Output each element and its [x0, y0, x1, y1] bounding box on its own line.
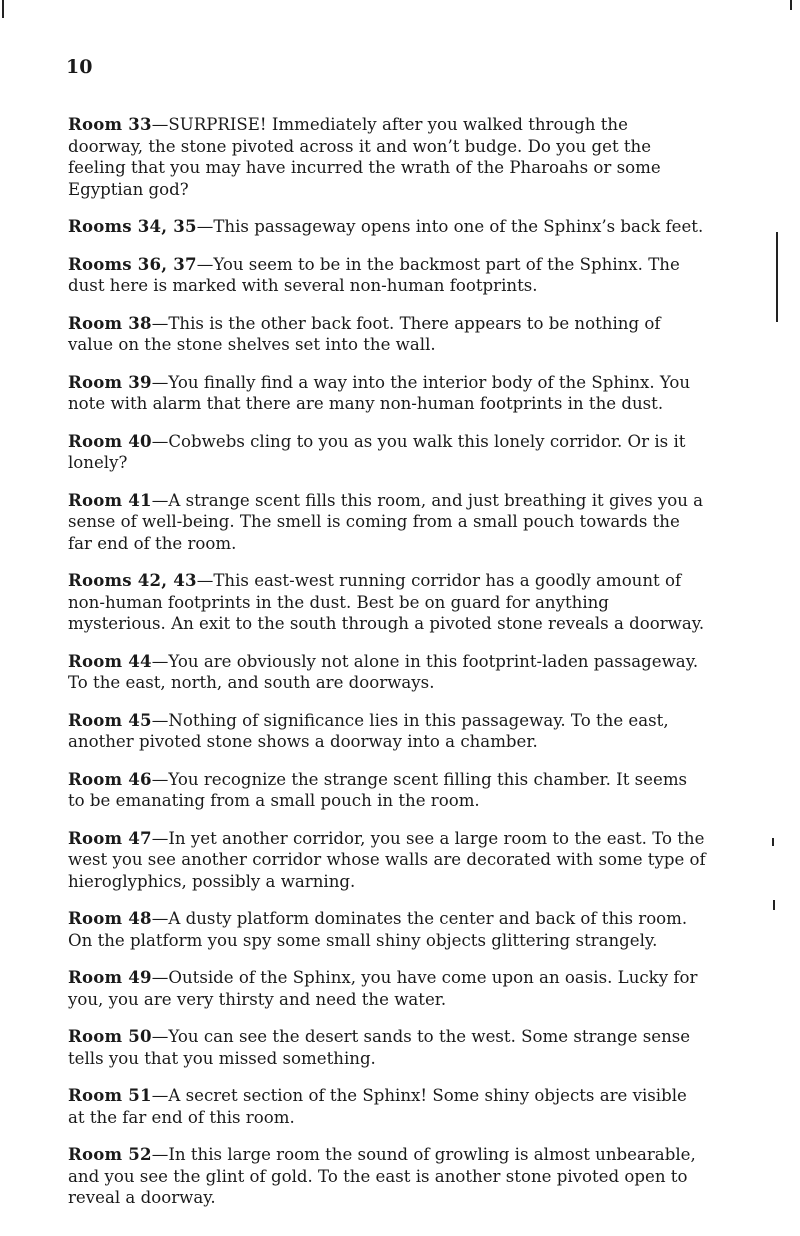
room-description: —Nothing of significance lies in this passageway. To the east, another pivoted stone shows a doorway into a chamber. [68, 710, 669, 751]
room-entry [68, 431, 708, 474]
room-label: Room 47 [68, 827, 152, 848]
scan-mark-right-small [772, 838, 774, 846]
room-description: —You seem to be in the backmost part of the Sphinx. The dust here is marked with several non-human footprints. [68, 254, 680, 295]
room-description: —This passageway opens into one of the Sphinx’s back feet. [196, 217, 704, 236]
room-description: —This is the other back foot. There appears to be nothing of value on the stone shelves set into the wall. [68, 313, 661, 354]
room-entry [68, 967, 708, 1010]
room-description: —Cobwebs cling to you as you walk this lonely corridor. Or is it lonely? [68, 431, 686, 472]
scan-mark-top-left [2, 0, 4, 18]
room-label: Room 48 [68, 908, 152, 928]
room-description: —A strange scent fills this room, and just breathing it gives you a sense of well-being. The smell is coming from a small pouch towards the far end of the room. [68, 490, 704, 553]
room-entry [68, 908, 708, 951]
room-description: —A secret section of the Sphinx! Some shiny objects are visible at the far end of this room. [68, 1086, 687, 1127]
scan-mark-right-edge [776, 232, 778, 322]
room-description: —You are obviously not alone in this footprint-laden passageway. To the east, north, and south are doorways. [68, 651, 699, 692]
room-label: Rooms 36, 37 [68, 253, 197, 274]
room-description: —In this large room the sound of growling is almost unbearable, and you see the glint of gold. To the east is another stone pivoted open to reveal a doorway. [68, 1145, 696, 1207]
room-description: —SURPRISE! Immediately after you walked through the doorway, the stone pivoted across it and won’t budge. Do you get the feeling that you may have incurred the wrath of the Pharoahs or some Egyptian god? [68, 115, 661, 199]
room-entry [68, 1085, 708, 1128]
room-label: Room 50 [68, 1026, 152, 1046]
room-description: —In yet another corridor, you see a large room to the east. To the west you see another corridor whose walls are decorated with some type of hieroglyphics, possibly a warning. [68, 828, 706, 891]
room-entry [68, 254, 708, 297]
room-entry [68, 1144, 708, 1209]
room-label: Room 51 [68, 1085, 152, 1105]
room-label: Room 40 [68, 430, 152, 451]
room-label: Room 49 [68, 967, 152, 987]
room-entries [68, 114, 708, 1225]
room-label: Room 52 [68, 1144, 152, 1164]
room-label: Room 45 [68, 709, 152, 730]
room-entry [68, 490, 708, 555]
room-label: Room 38 [68, 312, 152, 333]
room-entry [68, 710, 708, 753]
room-entry [68, 114, 708, 200]
room-description: —Outside of the Sphinx, you have come upon an oasis. Lucky for you, you are very thirsty and need the water. [68, 968, 698, 1009]
room-entry [68, 1026, 708, 1069]
room-entry [68, 313, 708, 356]
scan-mark-right-small-2 [773, 900, 775, 910]
room-entry [68, 372, 708, 415]
room-entry [68, 216, 708, 238]
room-description: —You recognize the strange scent filling this chamber. It seems to be emanating from a small pouch in the room. [68, 769, 688, 810]
scan-mark-top-right [790, 0, 792, 10]
room-description: —A dusty platform dominates the center and back of this room. On the platform you spy some small shiny objects glittering strangely. [68, 909, 688, 950]
room-entry [68, 828, 708, 893]
room-entry [68, 651, 708, 694]
page-number: 10 [66, 56, 93, 78]
room-entry [68, 769, 708, 812]
room-label: Room 33 [68, 114, 152, 134]
room-label: Room 41 [68, 489, 152, 510]
room-entry [68, 570, 708, 635]
room-description: —This east-west running corridor has a goodly amount of non-human footprints in the dust. Best be on guard for anything mysterious. An exit to the south through a pivoted stone reveals a doorway. [68, 571, 705, 633]
room-description: —You finally find a way into the interior body of the Sphinx. You note with alarm that there are many non-human footprints in the dust. [68, 372, 691, 413]
room-label: Rooms 42, 43 [68, 570, 197, 590]
room-label: Room 39 [68, 371, 152, 392]
room-label: Room 44 [68, 650, 152, 671]
room-description: —You can see the desert sands to the west. Some strange sense tells you that you missed something. [68, 1027, 691, 1068]
room-label: Rooms 34, 35 [68, 216, 197, 236]
room-label: Room 46 [68, 768, 152, 789]
